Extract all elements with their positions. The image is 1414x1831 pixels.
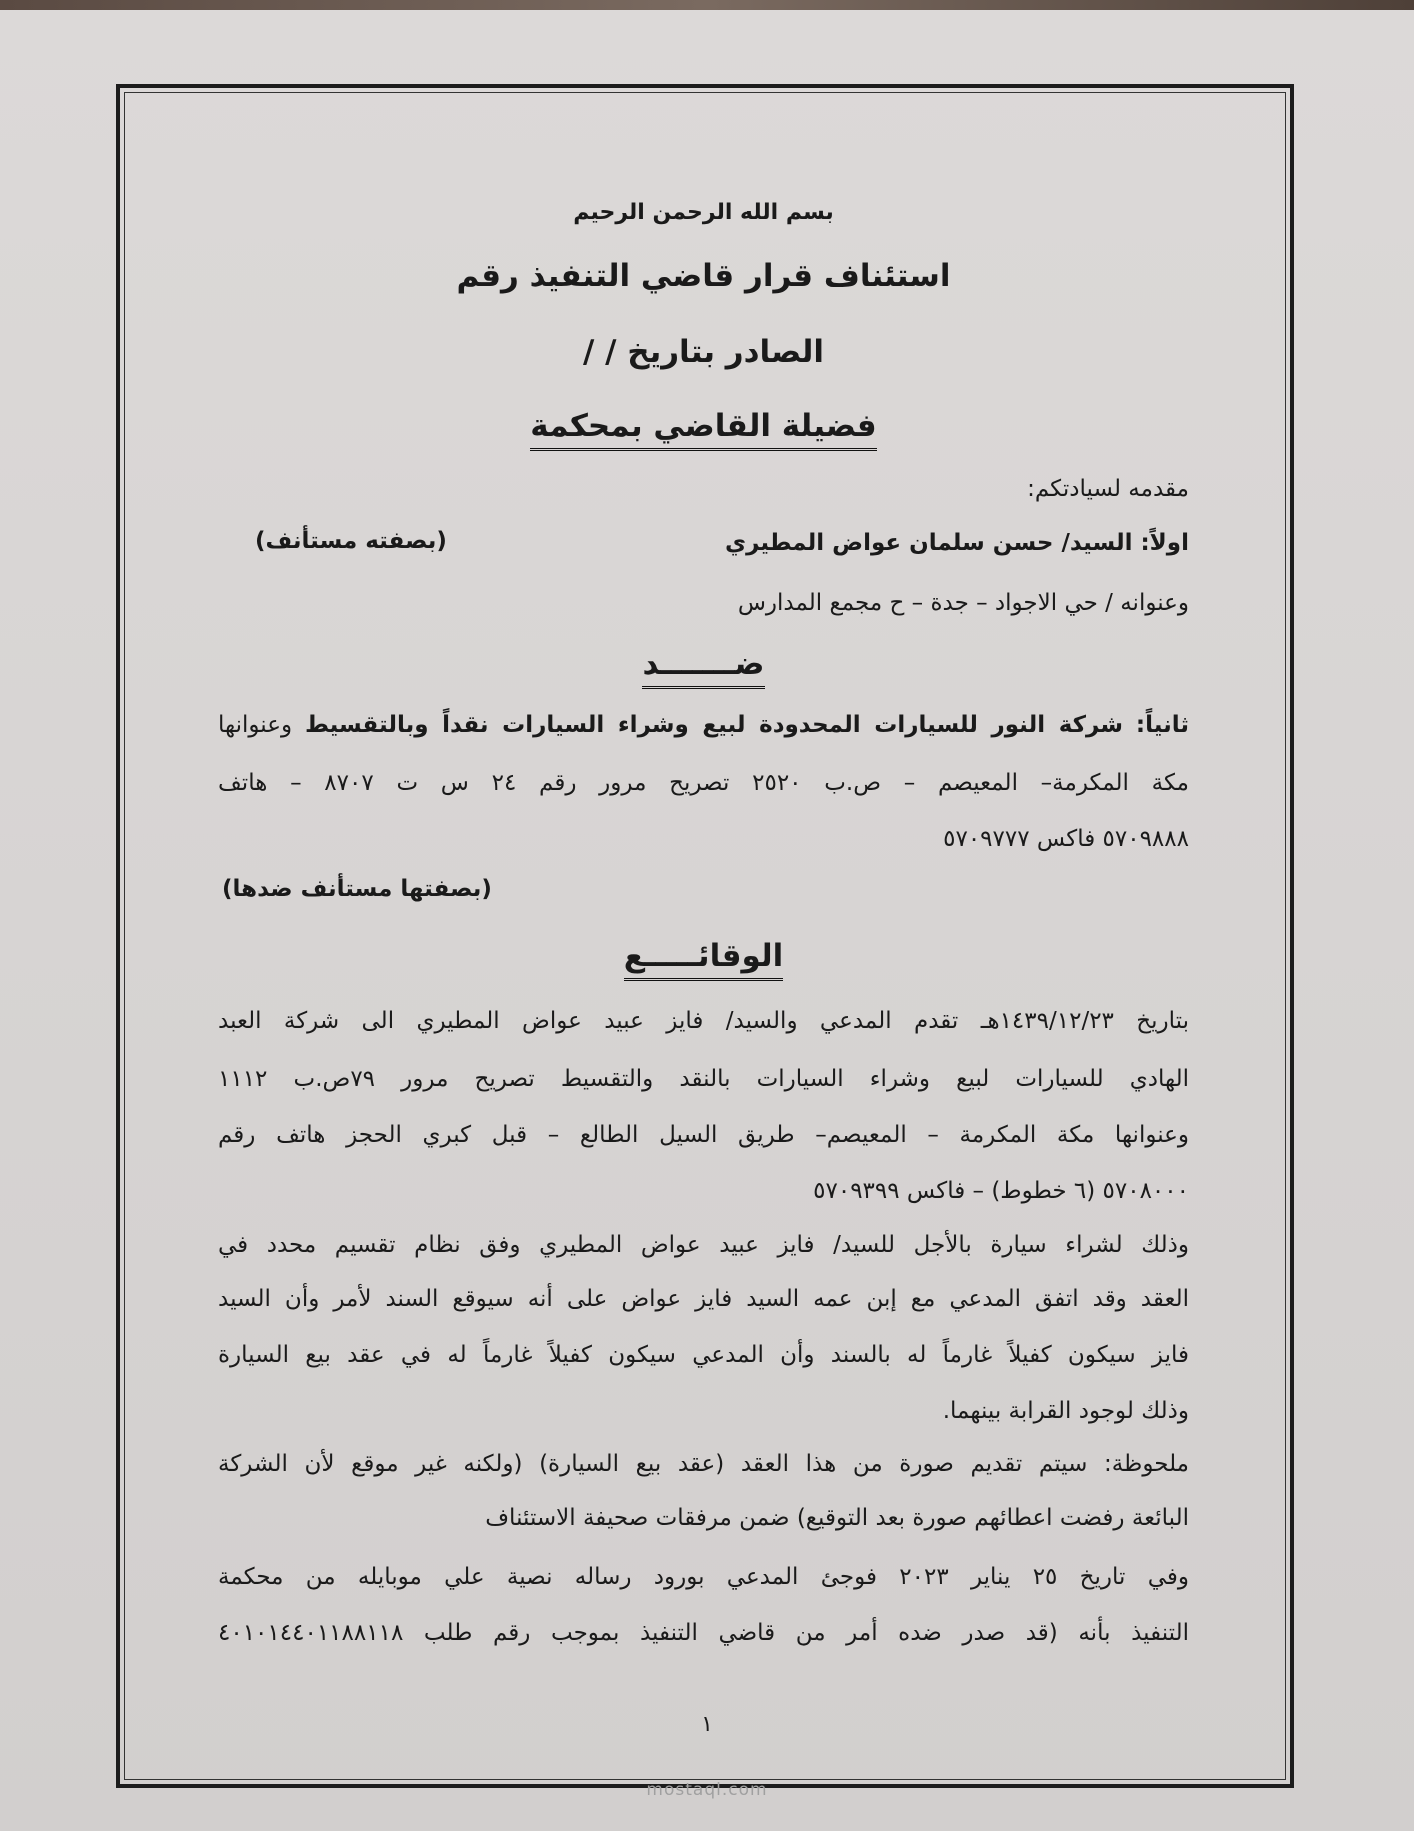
facts-line: وذلك لوجود القرابة بينهما. — [942, 1398, 1189, 1424]
party2-role: (بصفتها مستأنف ضدها) — [222, 876, 492, 902]
party2-line — [218, 712, 1189, 738]
versus-heading: ضـــــــد — [642, 646, 764, 689]
facts-line: التنفيذ بأنه (قد صدر ضده أمر من قاضي التنفيذ بموجب رقم طلب ٤٠١٠١٤٤٠١١٨٨١١٨ — [218, 1620, 1189, 1646]
basmala: بسم الله الرحمن الرحيم — [573, 200, 834, 225]
party2-address-lead: وعنوانها — [218, 712, 293, 738]
party2-phones: ٥٧٠٩٨٨٨ فاكس ٥٧٠٩٧٧٧ — [943, 826, 1189, 852]
facts-line: بتاريخ ١٤٣٩/١٢/٢٣هـ تقدم المدعي والسيد/ فايز عبيد عواض المطيري الى شركة العبد — [218, 1008, 1189, 1034]
issued-date: الصادر بتاريخ / / — [583, 334, 824, 370]
watermark-logo — [607, 1779, 807, 1801]
facts-line: العقد وقد اتفق المدعي مع إبن عمه السيد فايز عواض على أنه سيوقع السند لأمر وأن السيد — [218, 1286, 1189, 1312]
party1-name: اولاً: السيد/ حسن سلمان عواض المطيري — [725, 530, 1189, 556]
page-number: ١ — [701, 1712, 713, 1737]
svg-text:mostaql.com: mostaql.com — [646, 1780, 768, 1800]
facts-line: وعنوانها مكة المكرمة – المعيصم– طريق السيل الطالع – قبل كبري الحجز هاتف رقم — [218, 1122, 1189, 1148]
party1-address: وعنوانه / حي الاجواد – جدة – ح مجمع المدارس — [737, 590, 1189, 616]
watermark — [0, 1779, 1414, 1806]
note-line: ملحوظة: سيتم تقديم صورة من هذا العقد (عقد بيع السيارة) (ولكنه غير موقع لأن الشركة — [218, 1451, 1189, 1477]
party2-label: ثانياً: — [1135, 712, 1190, 738]
facts-line: وفي تاريخ ٢٥ يناير ٢٠٢٣ فوجئ المدعي بورود رساله نصية علي موبايله من محكمة — [218, 1564, 1189, 1590]
party2-address: مكة المكرمة– المعيصم – ص.ب ٢٥٢٠ تصريح مرور رقم ٢٤ س ت ٨٧٠٧ – هاتف — [218, 770, 1189, 796]
facts-line: فايز سيكون كفيلاً غارماً له بالسند وأن المدعي سيكون كفيلاً غارماً له في عقد بيع السيارة — [218, 1342, 1189, 1368]
photo-top-edge — [0, 0, 1414, 10]
addressee-heading: فضيلة القاضي بمحكمة — [530, 408, 876, 451]
party2-name: شركة النور للسيارات المحدودة لبيع وشراء السيارات نقداً وبالتقسيط — [304, 712, 1123, 738]
intro-text: مقدمه لسيادتكم: — [1027, 476, 1189, 502]
note-line: البائعة رفضت اعطائهم صورة بعد التوقيع) ضمن مرفقات صحيفة الاستئناف — [485, 1505, 1189, 1531]
party1-role: (بصفته مستأنف) — [255, 528, 447, 554]
facts-line: وذلك لشراء سيارة بالأجل للسيد/ فايز عبيد عواض المطيري وفق نظام تقسيم محدد في — [218, 1232, 1189, 1258]
document-title: استئناف قرار قاضي التنفيذ رقم — [456, 258, 951, 294]
facts-line: الهادي للسيارات لبيع وشراء السيارات بالنقد والتقسيط تصريح مرور ٧٩ص.ب ١١١٢ — [218, 1066, 1189, 1092]
facts-heading: الوقائـــــع — [624, 938, 783, 981]
facts-line: ٥٧٠٨٠٠٠ (٦ خطوط) – فاكس ٥٧٠٩٣٩٩ — [813, 1178, 1189, 1204]
